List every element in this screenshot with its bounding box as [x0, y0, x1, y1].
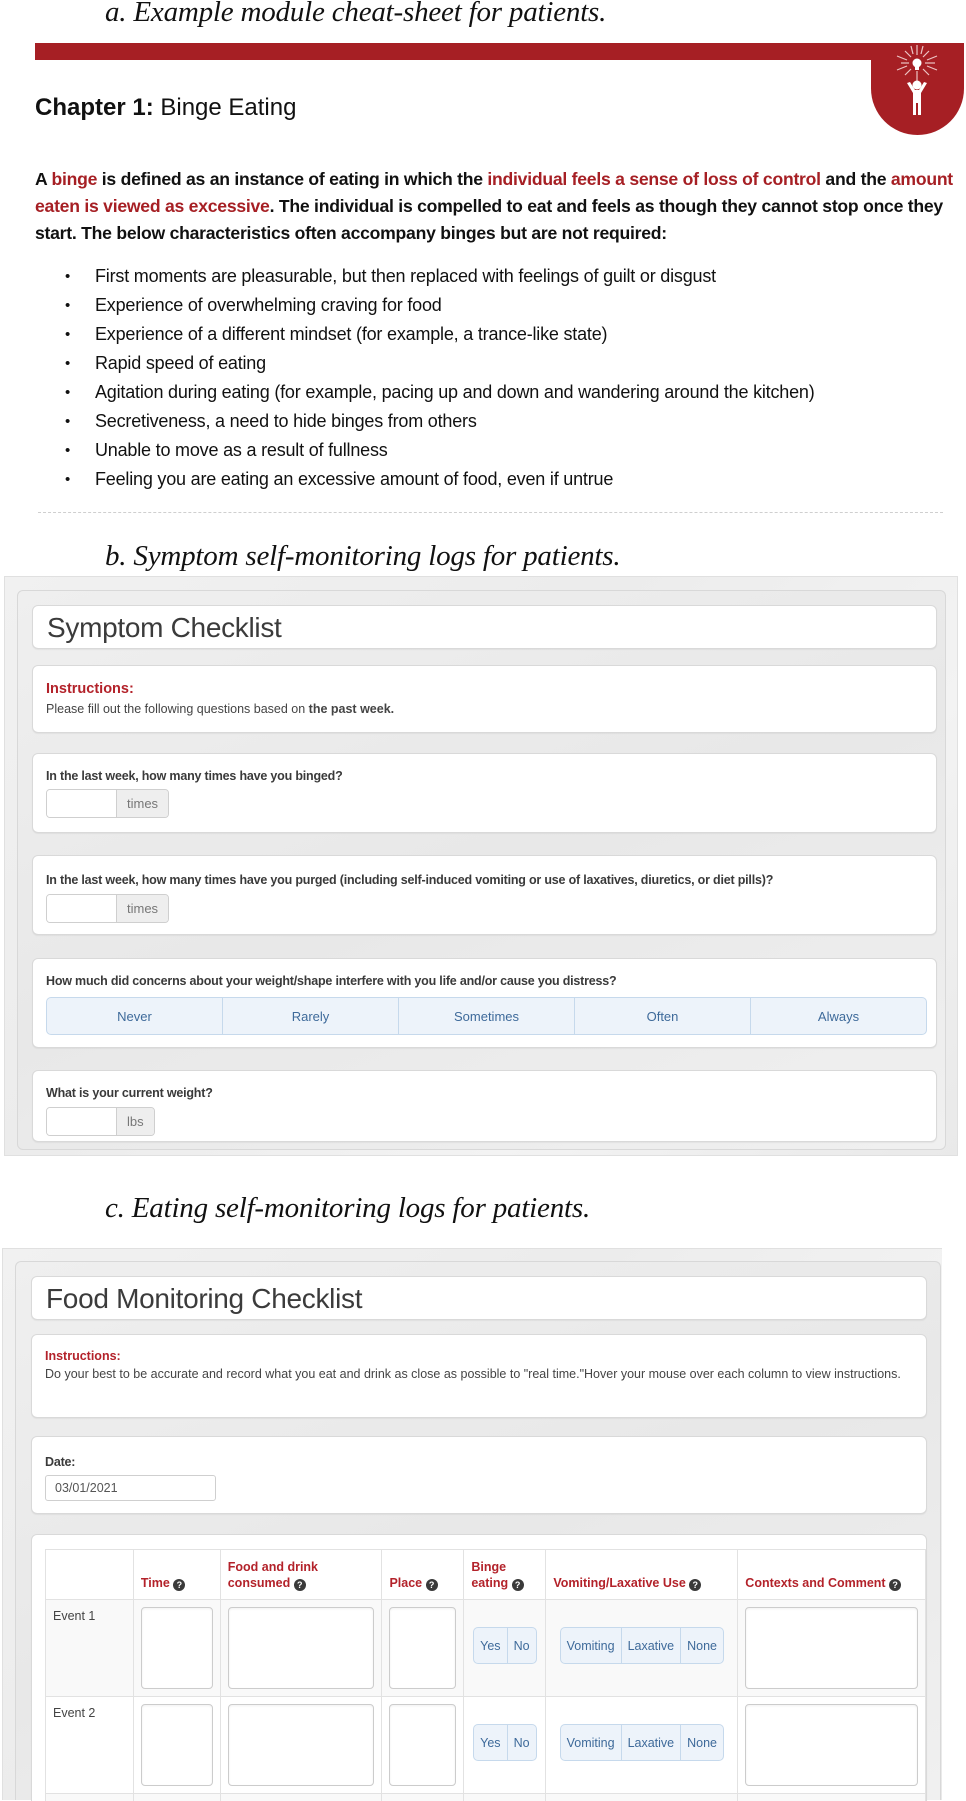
help-icon[interactable]: ? — [689, 1579, 701, 1591]
column-header-food — [220, 1550, 382, 1600]
section-divider — [38, 512, 943, 513]
instructions-card — [32, 665, 937, 733]
chapter-title — [35, 94, 296, 122]
binge-definition — [35, 166, 960, 247]
rating-always-button[interactable]: Always — [751, 998, 926, 1034]
definition-text: . The individual is compelled to eat and feels as though they cannot stop once they start. The below characteristics often accompany binges but are not required: — [35, 196, 943, 243]
column-header-label: Food and drink consumed — [228, 1560, 318, 1590]
event-cell — [46, 1600, 134, 1697]
date-input[interactable] — [45, 1475, 216, 1501]
characteristic-item: • Experience of overwhelming craving for food — [62, 291, 815, 320]
column-header-context — [738, 1550, 926, 1600]
food-cell — [220, 1697, 382, 1794]
none-button[interactable]: None — [681, 1628, 723, 1663]
food-textarea[interactable] — [228, 1607, 375, 1689]
food-log-table — [45, 1549, 926, 1801]
person-lightbulb-logo-icon — [871, 43, 964, 135]
food-checklist-panel — [15, 1261, 941, 1800]
purge-toggle-group — [560, 1627, 724, 1664]
rating-rarely-button[interactable]: Rarely — [223, 998, 399, 1034]
time-cell — [133, 1600, 220, 1697]
column-header-label: Vomiting/Laxative Use — [553, 1576, 685, 1590]
characteristic-item: • Feeling you are eating an excessive amount of food, even if untrue — [62, 465, 815, 494]
binge-yes-button[interactable]: Yes — [474, 1628, 507, 1663]
binge-cell — [464, 1600, 546, 1697]
times-addon: times — [116, 895, 168, 922]
column-header-binge — [464, 1550, 546, 1600]
food-instructions-card — [31, 1334, 927, 1418]
definition-highlight: binge — [51, 169, 97, 189]
food-cell — [220, 1600, 382, 1697]
vomiting-button[interactable]: Vomiting — [561, 1725, 622, 1760]
page-title: Symptom Checklist — [47, 612, 282, 644]
column-header-event — [46, 1550, 134, 1600]
instructions-label: Instructions: — [45, 1349, 121, 1363]
place-textarea[interactable] — [389, 1704, 456, 1786]
definition-text: is defined as an instance of eating in which the — [97, 169, 487, 189]
binge-no-button[interactable]: No — [508, 1628, 536, 1663]
help-icon[interactable]: ? — [426, 1579, 438, 1591]
question-distress-label: How much did concerns about your weight/shape interfere with you life and/or cause you distress? — [46, 974, 617, 988]
binge-toggle-group — [473, 1724, 536, 1761]
column-header-label: Place — [389, 1576, 422, 1590]
column-header-label: Contexts and Comment — [745, 1576, 885, 1590]
question-weight-label: What is your current weight? — [46, 1086, 213, 1100]
instructions-label: Instructions: — [46, 681, 134, 697]
help-icon[interactable]: ? — [294, 1579, 306, 1591]
context-textarea[interactable] — [745, 1704, 918, 1786]
lbs-addon: lbs — [116, 1108, 154, 1135]
food-log-card — [31, 1534, 927, 1801]
binge-count-input[interactable] — [47, 790, 116, 817]
times-addon: times — [116, 790, 168, 817]
symptom-checklist-app — [4, 576, 958, 1156]
characteristic-item: • Rapid speed of eating — [62, 349, 815, 378]
question-binge-card — [32, 753, 937, 833]
time-textarea[interactable] — [141, 1704, 213, 1786]
question-weight-card — [32, 1070, 937, 1142]
binge-toggle-group — [473, 1627, 536, 1664]
definition-highlight: individual feels a sense of loss of control — [487, 169, 820, 189]
characteristics-list — [62, 262, 815, 494]
vomiting-cell — [546, 1697, 738, 1794]
distress-rating-group — [46, 997, 927, 1035]
binge-cell — [464, 1697, 546, 1794]
question-purge-card — [32, 855, 937, 935]
help-icon[interactable]: ? — [889, 1579, 901, 1591]
instructions-text: Do your best to be accurate and record what you eat and drink as close as possible to "real time."Hover your mouse over each column to view instructions. — [45, 1365, 905, 1384]
event-label: Event 2 — [53, 1706, 95, 1720]
chapter-label: Chapter 1: — [35, 94, 154, 121]
event-cell — [46, 1697, 134, 1794]
place-cell — [382, 1600, 464, 1697]
header-red-bar — [35, 43, 963, 60]
rating-often-button[interactable]: Often — [575, 998, 751, 1034]
time-cell — [133, 1697, 220, 1794]
event-label: Event 1 — [53, 1609, 95, 1623]
help-icon[interactable]: ? — [173, 1579, 185, 1591]
place-textarea[interactable] — [389, 1607, 456, 1689]
instructions-body: Please fill out the following questions based on — [46, 702, 309, 716]
instructions-text — [46, 700, 394, 719]
vomiting-button[interactable]: Vomiting — [561, 1628, 622, 1663]
symptom-checklist-panel — [17, 590, 946, 1150]
purge-count-input[interactable] — [47, 895, 116, 922]
definition-text: A — [35, 169, 51, 189]
binge-count-field — [46, 789, 169, 818]
binge-no-button[interactable]: No — [508, 1725, 536, 1760]
purge-count-field — [46, 894, 169, 923]
none-button[interactable]: None — [681, 1725, 723, 1760]
characteristic-item: • Agitation during eating (for example, pacing up and down and wandering around the kitchen) — [62, 378, 815, 407]
characteristic-item: • Secretiveness, a need to hide binges from others — [62, 407, 815, 436]
context-cell — [738, 1600, 926, 1697]
caption-c: c. Eating self-monitoring logs for patients. — [105, 1192, 590, 1225]
caption-a: a. Example module cheat-sheet for patients. — [105, 0, 606, 29]
caption-b: b. Symptom self-monitoring logs for patients. — [105, 540, 620, 573]
definition-text: and the — [821, 169, 891, 189]
food-textarea[interactable] — [228, 1704, 375, 1786]
context-cell — [738, 1697, 926, 1794]
symptom-title-card — [32, 605, 937, 649]
table-header-row — [46, 1550, 926, 1600]
place-cell — [382, 1697, 464, 1794]
definition-highlight: amount eaten is viewed as excessive — [35, 169, 953, 216]
column-header-time — [133, 1550, 220, 1600]
page-title: Food Monitoring Checklist — [46, 1283, 362, 1315]
food-checklist-app — [2, 1248, 942, 1800]
vomiting-cell — [546, 1600, 738, 1697]
binge-yes-button[interactable]: Yes — [474, 1725, 507, 1760]
table-row — [46, 1697, 926, 1794]
weight-input[interactable] — [47, 1108, 116, 1135]
rating-never-button[interactable]: Never — [47, 998, 223, 1034]
date-card — [31, 1436, 927, 1514]
column-header-vomiting — [546, 1550, 738, 1600]
help-icon[interactable]: ? — [512, 1579, 524, 1591]
laxative-button[interactable]: Laxative — [622, 1725, 682, 1760]
characteristic-item: • Unable to move as a result of fullness — [62, 436, 815, 465]
date-label: Date: — [45, 1455, 75, 1469]
question-purge-label: In the last week, how many times have you purged (including self-induced vomiting or use of laxatives, diuretics, or diet pills)? — [46, 873, 773, 887]
column-header-place — [382, 1550, 464, 1600]
food-title-card — [31, 1276, 927, 1320]
chapter-name: Binge Eating — [160, 94, 296, 121]
question-distress-card — [32, 958, 937, 1048]
weight-field — [46, 1107, 155, 1136]
characteristic-item: • First moments are pleasurable, but then replaced with feelings of guilt or disgust — [62, 262, 815, 291]
column-header-label: Binge eating — [471, 1560, 508, 1590]
characteristic-item: • Experience of a different mindset (for example, a trance-like state) — [62, 320, 815, 349]
rating-sometimes-button[interactable]: Sometimes — [399, 998, 575, 1034]
context-textarea[interactable] — [745, 1607, 918, 1689]
question-binge-label: In the last week, how many times have you binged? — [46, 769, 343, 783]
table-row — [46, 1600, 926, 1697]
instructions-emphasis: the past week. — [309, 702, 394, 716]
laxative-button[interactable]: Laxative — [622, 1628, 682, 1663]
time-textarea[interactable] — [141, 1607, 213, 1689]
column-header-label: Time — [141, 1576, 170, 1590]
purge-toggle-group — [560, 1724, 724, 1761]
